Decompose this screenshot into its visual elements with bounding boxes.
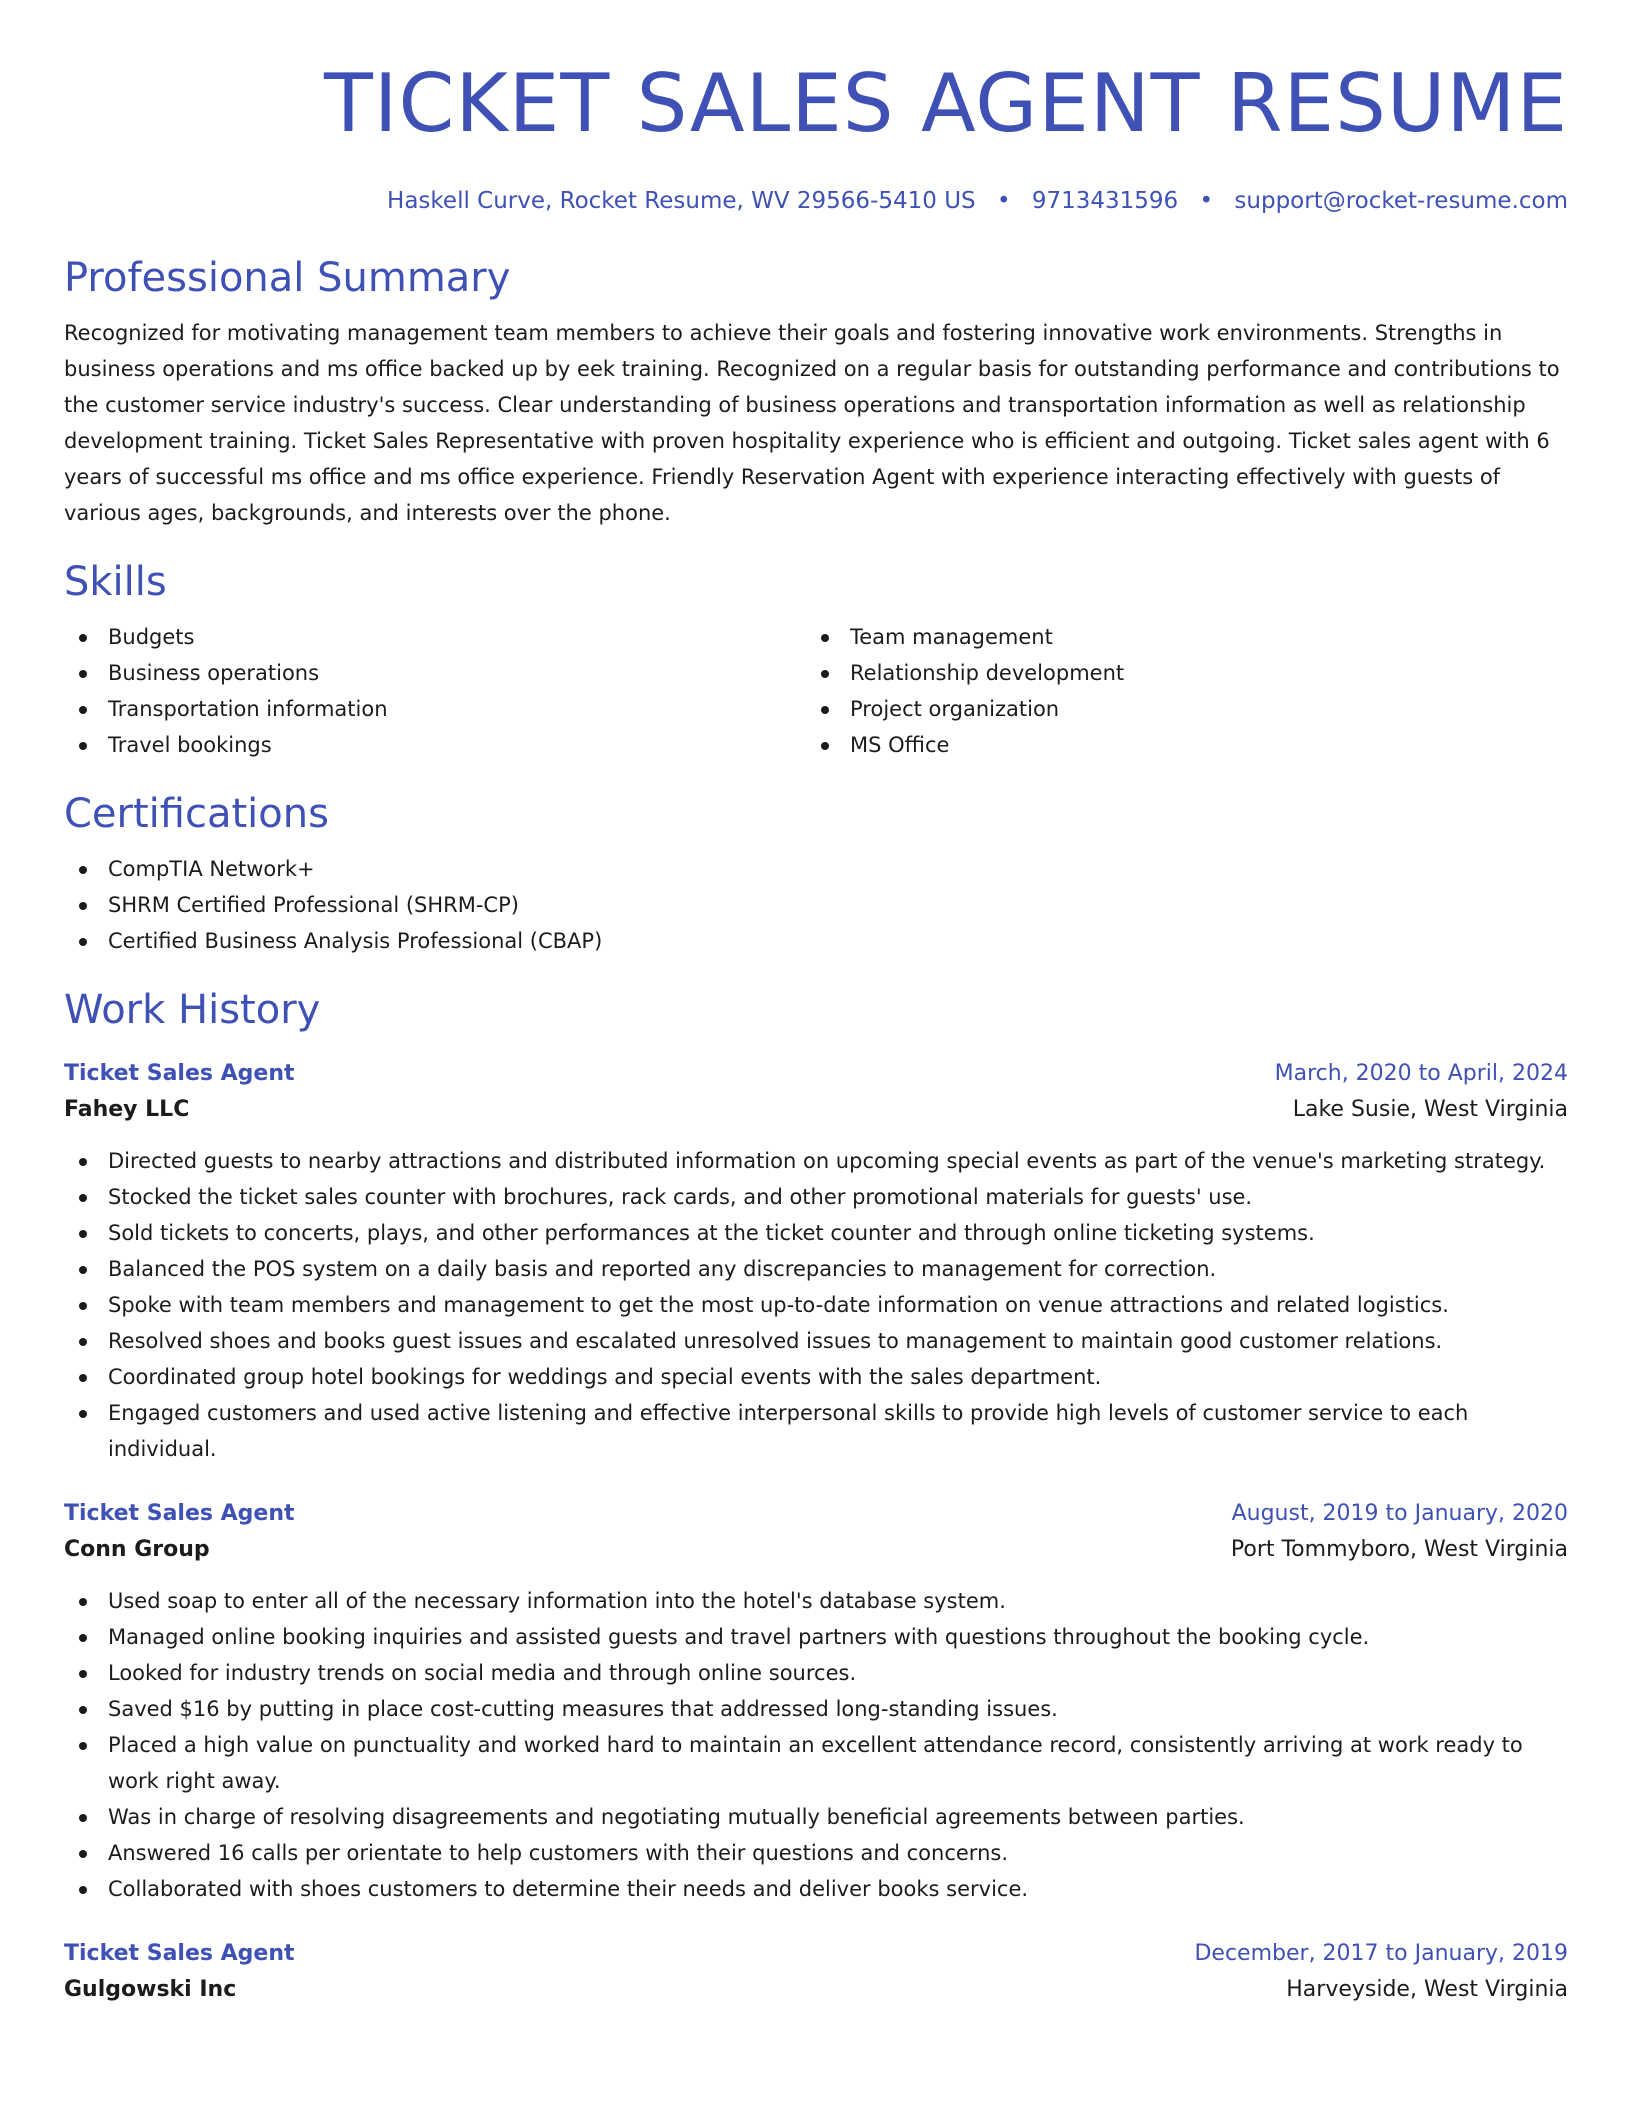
resume-header bbox=[64, 0, 1568, 216]
job-bullet: Balanced the POS system on a daily basis and reported any discrepancies to management for correction. bbox=[64, 1251, 1568, 1287]
contact-separator: • bbox=[996, 188, 1011, 214]
summary-text: Recognized for motivating management team members to achieve their goals and fostering innovative work environments. Strengths in business operations and ms office backed up by eek training. Recognized on a regular basis for outstanding performance and contributions to the customer service industry's success. Clear understanding of business operations and transportation information as well as relationship development training. Ticket Sales Representative with proven hospitality experience who is efficient and outgoing. Ticket sales agent with 6 years of successful ms office and ms office experience. Friendly Reservation Agent with experience interacting effectively with guests of various ages, backgrounds, and interests over the phone. bbox=[64, 321, 1560, 525]
certification-item: CompTIA Network+ bbox=[64, 851, 1568, 887]
job-dates: December, 2017 to January, 2019 bbox=[1194, 1941, 1568, 1966]
job-dates: March, 2020 to April, 2024 bbox=[1274, 1061, 1568, 1086]
job-bullet: Coordinated group hotel bookings for weddings and special events with the sales department. bbox=[64, 1359, 1568, 1395]
job-bullet: Spoke with team members and management to get the most up-to-date information on venue attractions and related logistics. bbox=[64, 1287, 1568, 1323]
job-title-row bbox=[64, 1497, 1568, 1531]
job-title-row bbox=[64, 1937, 1568, 1971]
skill-item: Team management bbox=[806, 619, 1548, 655]
section-heading-certifications: Certifications bbox=[64, 791, 329, 837]
contact-address: Haskell Curve, Rocket Resume, WV 29566-5410 US bbox=[387, 188, 976, 214]
resume-page bbox=[64, 0, 1568, 2009]
skill-item: MS Office bbox=[806, 727, 1548, 763]
job-bullet: Collaborated with shoes customers to determine their needs and deliver books service. bbox=[64, 1871, 1568, 1907]
professional-summary-section bbox=[64, 253, 1568, 531]
certifications-section bbox=[64, 789, 1568, 959]
skill-item: Project organization bbox=[806, 691, 1548, 727]
job-dates: August, 2019 to January, 2020 bbox=[1231, 1501, 1568, 1526]
job-location: Lake Susie, West Virginia bbox=[1292, 1097, 1568, 1122]
job-bullet-list bbox=[64, 1583, 1568, 1907]
certifications-list bbox=[64, 851, 1568, 959]
job-company-row bbox=[64, 1531, 1568, 1569]
job-bullet: Placed a high value on punctuality and worked hard to maintain an excellent attendance record, consistently arriving at work ready to work right away. bbox=[64, 1727, 1568, 1799]
job-location: Harveyside, West Virginia bbox=[1286, 1977, 1568, 2002]
job-bullet: Sold tickets to concerts, plays, and other performances at the ticket counter and through online ticketing systems. bbox=[64, 1215, 1568, 1251]
job-title-row bbox=[64, 1057, 1568, 1091]
job-bullet: Resolved shoes and books guest issues and escalated unresolved issues to management to maintain good customer relations. bbox=[64, 1323, 1568, 1359]
job-entry bbox=[64, 1497, 1568, 1907]
job-company-row bbox=[64, 1971, 1568, 2009]
job-bullet: Directed guests to nearby attractions and distributed information on upcoming special events as part of the venue's marketing strategy. bbox=[64, 1143, 1568, 1179]
job-bullet: Was in charge of resolving disagreements and negotiating mutually beneficial agreements between parties. bbox=[64, 1799, 1568, 1835]
skills-column-right bbox=[806, 619, 1548, 763]
certification-item: SHRM Certified Professional (SHRM-CP) bbox=[64, 887, 1568, 923]
contact-phone: 9713431596 bbox=[1031, 188, 1179, 214]
job-company-row bbox=[64, 1091, 1568, 1129]
job-title: Ticket Sales Agent bbox=[64, 1941, 295, 1966]
job-company: Fahey LLC bbox=[64, 1097, 190, 1122]
job-title: Ticket Sales Agent bbox=[64, 1061, 295, 1086]
work-history-section bbox=[64, 985, 1568, 2009]
job-bullet: Looked for industry trends on social media and through online sources. bbox=[64, 1655, 1568, 1691]
job-entry bbox=[64, 1057, 1568, 1467]
skill-item: Relationship development bbox=[806, 655, 1548, 691]
job-title: Ticket Sales Agent bbox=[64, 1501, 295, 1526]
job-bullet-list bbox=[64, 1143, 1568, 1467]
job-bullet: Managed online booking inquiries and assisted guests and travel partners with questions throughout the booking cycle. bbox=[64, 1619, 1568, 1655]
skill-item: Budgets bbox=[64, 619, 806, 655]
certification-item: Certified Business Analysis Professional (CBAP) bbox=[64, 923, 1568, 959]
job-bullet: Engaged customers and used active listening and effective interpersonal skills to provide high levels of customer service to each individual. bbox=[64, 1395, 1568, 1467]
job-bullet: Answered 16 calls per orientate to help customers with their questions and concerns. bbox=[64, 1835, 1568, 1871]
contact-line bbox=[64, 152, 1568, 216]
skill-item: Travel bookings bbox=[64, 727, 806, 763]
skills-column-left bbox=[64, 619, 806, 763]
job-bullet: Saved $16 by putting in place cost-cutting measures that addressed long-standing issues. bbox=[64, 1691, 1568, 1727]
job-bullet: Stocked the ticket sales counter with brochures, rack cards, and other promotional materials for guests' use. bbox=[64, 1179, 1568, 1215]
resume-title: TICKET SALES AGENT RESUME bbox=[324, 57, 1568, 150]
contact-email[interactable]: support@rocket-resume.com bbox=[1234, 188, 1568, 214]
contact-separator: • bbox=[1199, 188, 1214, 214]
skill-item: Business operations bbox=[64, 655, 806, 691]
job-bullet: Used soap to enter all of the necessary information into the hotel's database system. bbox=[64, 1583, 1568, 1619]
section-heading-skills: Skills bbox=[64, 559, 167, 605]
skills-section bbox=[64, 557, 1568, 763]
section-heading-summary: Professional Summary bbox=[64, 255, 511, 301]
job-company: Conn Group bbox=[64, 1537, 210, 1562]
job-company: Gulgowski Inc bbox=[64, 1977, 237, 2002]
job-entry bbox=[64, 1937, 1568, 2009]
skills-grid bbox=[64, 619, 1568, 763]
skill-item: Transportation information bbox=[64, 691, 806, 727]
section-heading-work-history: Work History bbox=[64, 987, 321, 1033]
job-location: Port Tommyboro, West Virginia bbox=[1230, 1537, 1568, 1562]
